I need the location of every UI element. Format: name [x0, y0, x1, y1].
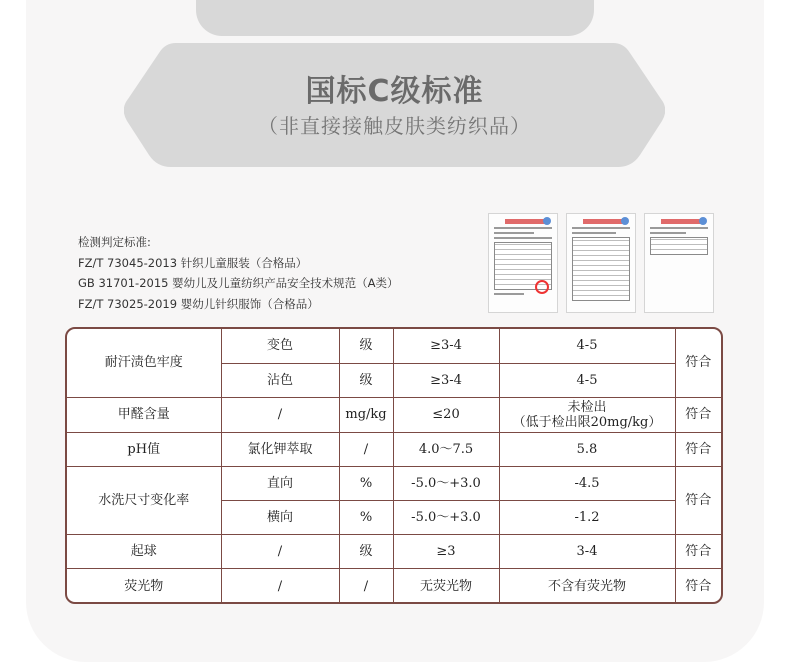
test-item: 变色 — [221, 329, 339, 363]
criteria-heading: 检测判定标准: — [78, 235, 151, 249]
report-thumbnail — [488, 213, 558, 313]
test-value-line: 未检出 — [567, 399, 607, 415]
test-requirement: ≥3-4 — [393, 363, 499, 397]
test-name: 甲醛含量 — [67, 397, 221, 432]
criteria-line: GB 31701-2015 婴幼儿及儿童纺织产品安全技术规范（A类） — [78, 276, 399, 290]
test-unit: / — [339, 568, 393, 604]
test-item: / — [221, 534, 339, 568]
test-item: 横向 — [221, 500, 339, 534]
test-name: 起球 — [67, 534, 221, 568]
test-result: 符合 — [675, 534, 721, 568]
table-row — [67, 432, 721, 466]
test-item: / — [221, 397, 339, 432]
test-name: pH值 — [67, 432, 221, 466]
table-row — [67, 466, 721, 500]
test-result: 符合 — [675, 466, 721, 534]
criteria-line: FZ/T 73025-2019 婴幼儿针织服饰（合格品） — [78, 296, 319, 311]
test-value: 不含有荧光物 — [499, 568, 675, 604]
test-value-note: （低于检出限20mg/kg） — [512, 414, 662, 430]
test-results-table — [65, 327, 723, 604]
test-value: 4-5 — [499, 363, 675, 397]
test-requirement: 4.0～7.5 — [393, 432, 499, 466]
test-criteria — [78, 232, 398, 314]
tier-badge-c — [124, 43, 665, 167]
test-value: 3-4 — [499, 534, 675, 568]
report-thumbnail — [566, 213, 636, 313]
test-value — [499, 397, 675, 432]
test-item: 直向 — [221, 466, 339, 500]
red-stamp-icon — [535, 280, 549, 294]
test-item: 氯化钾萃取 — [221, 432, 339, 466]
test-requirement: ≤20 — [393, 397, 499, 432]
test-requirement: 无荧光物 — [393, 568, 499, 604]
test-item: 沾色 — [221, 363, 339, 397]
test-requirement: ≥3-4 — [393, 329, 499, 363]
test-unit: 级 — [339, 363, 393, 397]
table-row — [67, 397, 721, 432]
test-requirement: ≥3 — [393, 534, 499, 568]
test-requirement: -5.0～+3.0 — [393, 466, 499, 500]
test-name: 耐汗渍色牢度 — [67, 329, 221, 397]
test-requirement: -5.0～+3.0 — [393, 500, 499, 534]
test-name: 水洗尺寸变化率 — [67, 466, 221, 534]
test-value: 5.8 — [499, 432, 675, 466]
test-item: / — [221, 568, 339, 604]
test-value: -1.2 — [499, 500, 675, 534]
table-row — [67, 329, 721, 363]
test-unit: % — [339, 500, 393, 534]
criteria-line: FZ/T 73045-2013 针织儿童服装（合格品） — [78, 255, 308, 270]
test-unit: % — [339, 466, 393, 500]
test-unit: mg/kg — [339, 397, 393, 432]
test-value: 4-5 — [499, 329, 675, 363]
test-result: 符合 — [675, 397, 721, 432]
table-row — [67, 534, 721, 568]
test-report-thumbnails — [488, 213, 714, 315]
report-thumbnail — [644, 213, 714, 313]
test-name: 荧光物 — [67, 568, 221, 604]
test-result: 符合 — [675, 432, 721, 466]
tier-c-subtitle: （非直接接触皮肤类纺织品） — [258, 114, 531, 138]
test-unit: 级 — [339, 329, 393, 363]
test-result: 符合 — [675, 568, 721, 604]
tier-badge-a — [196, 0, 594, 36]
tier-c-title: 国标C级标准 — [305, 74, 484, 109]
test-value: -4.5 — [499, 466, 675, 500]
test-result: 符合 — [675, 329, 721, 397]
table-row — [67, 568, 721, 604]
test-unit: / — [339, 432, 393, 466]
test-unit: 级 — [339, 534, 393, 568]
